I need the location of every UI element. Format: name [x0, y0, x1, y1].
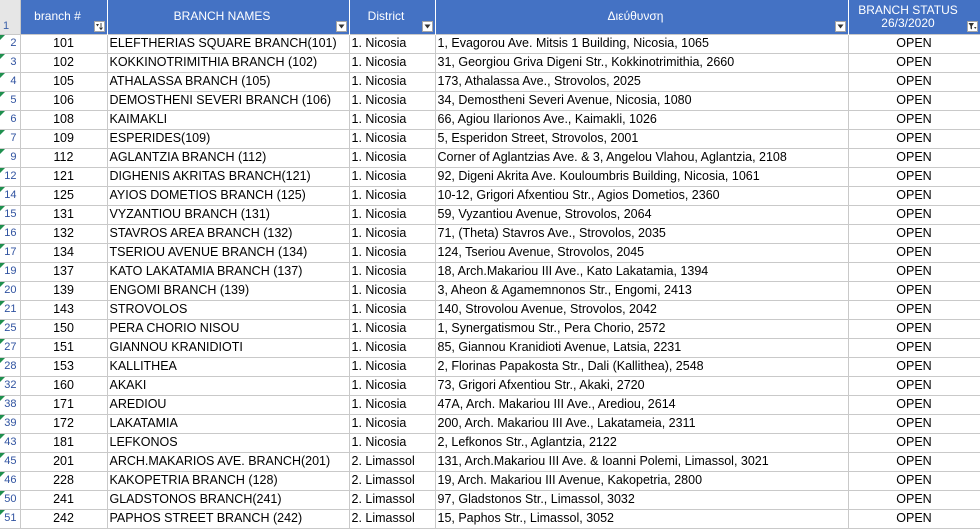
cell-district[interactable]: 2. Limassol [349, 490, 435, 509]
row-number-label: 21 [4, 303, 17, 315]
row-number[interactable] [0, 452, 20, 471]
cell-district[interactable]: 1. Nicosia [349, 53, 435, 72]
cell-status[interactable]: OPEN [848, 452, 980, 471]
cell-status[interactable]: OPEN [848, 53, 980, 72]
table-row [0, 167, 980, 186]
cell-branch-name[interactable]: DIGHENIS AKRITAS BRANCH(121) [107, 167, 349, 186]
table-row [0, 414, 980, 433]
cell-district[interactable]: 1. Nicosia [349, 395, 435, 414]
cell-address[interactable]: 140, Strovolou Avenue, Strovolos, 2042 [435, 300, 848, 319]
cell-address[interactable]: 10-12, Grigori Afxentiou Str., Agios Dometios, 2360 [435, 186, 848, 205]
row-number-label: 20 [4, 284, 17, 296]
cell-branch-name[interactable]: ARCH.MAKARIOS AVE. BRANCH(201) [107, 452, 349, 471]
cell-district[interactable]: 1. Nicosia [349, 243, 435, 262]
cell-address[interactable]: 19, Arch. Makariou III Avenue, Kakopetria, 2800 [435, 471, 848, 490]
cell-status[interactable]: OPEN [848, 205, 980, 224]
cell-address[interactable]: 66, Agiou Ilarionos Ave., Kaimakli, 1026 [435, 110, 848, 129]
cell-status[interactable]: OPEN [848, 395, 980, 414]
cell-branch-number[interactable]: 139 [20, 281, 107, 300]
row-number[interactable] [0, 414, 20, 433]
row-number-label: 39 [4, 417, 17, 429]
row-number[interactable] [0, 300, 20, 319]
table-row [0, 148, 980, 167]
cell-branch-number[interactable]: 228 [20, 471, 107, 490]
cell-branch-number[interactable]: 132 [20, 224, 107, 243]
error-indicator-icon [0, 111, 5, 116]
cell-branch-number[interactable]: 150 [20, 319, 107, 338]
table-row [0, 395, 980, 414]
row-number[interactable] [0, 205, 20, 224]
cell-branch-number[interactable]: 172 [20, 414, 107, 433]
table-row [0, 452, 980, 471]
table-row [0, 376, 980, 395]
row-number-label: 3 [10, 56, 17, 68]
cell-branch-name[interactable]: STROVOLOS [107, 300, 349, 319]
cell-branch-name[interactable]: AGLANTZIA BRANCH (112) [107, 148, 349, 167]
cell-address[interactable]: 18, Arch.Makariou III Ave., Kato Lakatamia, 1394 [435, 262, 848, 281]
table-row [0, 471, 980, 490]
cell-district[interactable]: 1. Nicosia [349, 300, 435, 319]
cell-branch-number[interactable]: 137 [20, 262, 107, 281]
row-number[interactable] [0, 376, 20, 395]
table-row [0, 281, 980, 300]
column-header-label: BRANCH STATUS [858, 2, 958, 17]
cell-branch-name[interactable]: AYIOS DOMETIOS BRANCH (125) [107, 186, 349, 205]
row-number[interactable] [0, 72, 20, 91]
cell-address[interactable]: 97, Gladstonos Str., Limassol, 3032 [435, 490, 848, 509]
row-number-label: 6 [10, 113, 17, 125]
cell-status[interactable]: OPEN [848, 186, 980, 205]
row-number[interactable] [0, 490, 20, 509]
table-row [0, 319, 980, 338]
error-indicator-icon [0, 92, 5, 97]
cell-district[interactable]: 1. Nicosia [349, 319, 435, 338]
dropdown-arrow-icon[interactable] [336, 21, 347, 32]
error-indicator-icon [0, 377, 5, 382]
table-row [0, 357, 980, 376]
cell-status[interactable]: OPEN [848, 34, 980, 53]
row-number-label: 25 [4, 322, 17, 334]
error-indicator-icon [0, 453, 5, 458]
row-number-label: 16 [4, 227, 17, 239]
table-row [0, 243, 980, 262]
row-number[interactable] [0, 433, 20, 452]
row-number-label: 12 [4, 170, 17, 182]
cell-branch-name[interactable]: ATHALASSA BRANCH (105) [107, 72, 349, 91]
cell-status[interactable]: OPEN [848, 243, 980, 262]
cell-address[interactable]: 2, Florinas Papakosta Str., Dali (Kallithea), 2548 [435, 357, 848, 376]
cell-district[interactable]: 1. Nicosia [349, 148, 435, 167]
cell-district[interactable]: 1. Nicosia [349, 262, 435, 281]
dropdown-arrow-icon[interactable] [835, 21, 846, 32]
row-number[interactable] [0, 357, 20, 376]
cell-district[interactable]: 1. Nicosia [349, 110, 435, 129]
cell-branch-name[interactable]: ESPERIDES(109) [107, 129, 349, 148]
column-header-label: BRANCH NAMES [173, 9, 271, 24]
row-number-label: 43 [4, 436, 17, 448]
cell-branch-name[interactable]: KALLITHEA [107, 357, 349, 376]
row-number[interactable] [0, 471, 20, 490]
row-number[interactable] [0, 167, 20, 186]
cell-branch-name[interactable]: AREDIOU [107, 395, 349, 414]
cell-address[interactable]: 1, Synergatismou Str., Pera Chorio, 2572 [435, 319, 848, 338]
row-number-label: 51 [4, 512, 17, 524]
cell-branch-number[interactable]: 109 [20, 129, 107, 148]
row-number-label: 9 [10, 151, 17, 163]
cell-address[interactable]: 59, Vyzantiou Avenue, Strovolos, 2064 [435, 205, 848, 224]
cell-status[interactable]: OPEN [848, 167, 980, 186]
error-indicator-icon [0, 434, 5, 439]
column-header-label: Διεύθυνση [607, 9, 664, 24]
cell-branch-number[interactable]: 143 [20, 300, 107, 319]
column-header-address [435, 0, 848, 34]
cell-branch-number[interactable]: 108 [20, 110, 107, 129]
cell-district[interactable]: 1. Nicosia [349, 433, 435, 452]
table-row [0, 224, 980, 243]
cell-address[interactable]: 173, Athalassa Ave., Strovolos, 2025 [435, 72, 848, 91]
cell-branch-name[interactable]: VYZANTIOU BRANCH (131) [107, 205, 349, 224]
table-row [0, 509, 980, 528]
cell-status[interactable]: OPEN [848, 281, 980, 300]
column-header-branch-number [20, 0, 107, 34]
error-indicator-icon [0, 339, 5, 344]
cell-branch-number[interactable]: 101 [20, 34, 107, 53]
cell-district[interactable]: 1. Nicosia [349, 205, 435, 224]
row-number-label: 14 [4, 189, 17, 201]
column-header-branch-names [107, 0, 349, 34]
error-indicator-icon [0, 320, 5, 325]
funnel-filter-icon[interactable] [967, 21, 978, 32]
cell-branch-number[interactable]: 121 [20, 167, 107, 186]
cell-district[interactable]: 1. Nicosia [349, 91, 435, 110]
row-number-label: 50 [4, 493, 17, 505]
cell-branch-number[interactable]: 181 [20, 433, 107, 452]
cell-branch-number[interactable]: 241 [20, 490, 107, 509]
cell-status[interactable]: OPEN [848, 490, 980, 509]
row-number-label: 28 [4, 360, 17, 372]
table-row [0, 262, 980, 281]
error-indicator-icon [0, 244, 5, 249]
cell-address[interactable]: Corner of Aglantzias Ave. & 3, Angelou Vlahou, Aglantzia, 2108 [435, 148, 848, 167]
error-indicator-icon [0, 206, 5, 211]
cell-status[interactable]: OPEN [848, 148, 980, 167]
row-number-label: 27 [4, 341, 17, 353]
row-number[interactable] [0, 91, 20, 110]
table-row [0, 186, 980, 205]
header-row [0, 0, 980, 34]
cell-branch-number[interactable]: 153 [20, 357, 107, 376]
row-number[interactable] [0, 129, 20, 148]
table-row [0, 205, 980, 224]
cell-address[interactable]: 2, Lefkonos Str., Aglantzia, 2122 [435, 433, 848, 452]
cell-branch-number[interactable]: 106 [20, 91, 107, 110]
cell-status[interactable]: OPEN [848, 110, 980, 129]
cell-address[interactable]: 131, Arch.Makariou III Ave. & Ioanni Polemi, Limassol, 3021 [435, 452, 848, 471]
cell-district[interactable]: 1. Nicosia [349, 224, 435, 243]
cell-status[interactable]: OPEN [848, 91, 980, 110]
error-indicator-icon [0, 54, 5, 59]
cell-branch-number[interactable]: 112 [20, 148, 107, 167]
cell-status[interactable]: OPEN [848, 319, 980, 338]
error-indicator-icon [0, 168, 5, 173]
cell-branch-name[interactable]: STAVROS AREA BRANCH (132) [107, 224, 349, 243]
cell-branch-name[interactable]: DEMOSTHENI SEVERI BRANCH (106) [107, 91, 349, 110]
cell-address[interactable]: 3, Aheon & Agamemnonos Str., Engomi, 2413 [435, 281, 848, 300]
table-row [0, 300, 980, 319]
error-indicator-icon [0, 358, 5, 363]
row-number[interactable] [0, 34, 20, 53]
row-number[interactable] [0, 281, 20, 300]
cell-district[interactable]: 1. Nicosia [349, 376, 435, 395]
row-number-label: 4 [10, 75, 17, 87]
cell-branch-name[interactable]: ELEFTHERIAS SQUARE BRANCH(101) [107, 34, 349, 53]
cell-branch-name[interactable]: AKAKI [107, 376, 349, 395]
cell-district[interactable]: 1. Nicosia [349, 281, 435, 300]
row-number[interactable] [0, 243, 20, 262]
cell-status[interactable]: OPEN [848, 72, 980, 91]
cell-branch-name[interactable]: KATO LAKATAMIA BRANCH (137) [107, 262, 349, 281]
cell-district[interactable]: 1. Nicosia [349, 357, 435, 376]
cell-district[interactable]: 1. Nicosia [349, 167, 435, 186]
cell-branch-number[interactable]: 242 [20, 509, 107, 528]
cell-branch-name[interactable]: ENGOMI BRANCH (139) [107, 281, 349, 300]
table-row [0, 34, 980, 53]
cell-status[interactable]: OPEN [848, 471, 980, 490]
cell-branch-number[interactable]: 105 [20, 72, 107, 91]
error-indicator-icon [0, 415, 5, 420]
cell-district[interactable]: 2. Limassol [349, 509, 435, 528]
cell-address[interactable]: 5, Esperidon Street, Strovolos, 2001 [435, 129, 848, 148]
table-row [0, 129, 980, 148]
dropdown-arrow-icon[interactable] [422, 21, 433, 32]
cell-branch-name[interactable]: GIANNOU KRANIDIOTI [107, 338, 349, 357]
row-number[interactable] [0, 53, 20, 72]
cell-branch-name[interactable]: KAKOPETRIA BRANCH (128) [107, 471, 349, 490]
cell-district[interactable]: 1. Nicosia [349, 72, 435, 91]
error-indicator-icon [0, 491, 5, 496]
cell-branch-name[interactable]: KAIMAKLI [107, 110, 349, 129]
error-indicator-icon [0, 510, 5, 515]
table-row [0, 72, 980, 91]
error-indicator-icon [0, 225, 5, 230]
cell-address[interactable]: 73, Grigori Afxentiou Str., Akaki, 2720 [435, 376, 848, 395]
cell-status[interactable]: OPEN [848, 376, 980, 395]
row-number[interactable] [0, 110, 20, 129]
cell-branch-number[interactable]: 151 [20, 338, 107, 357]
cell-branch-name[interactable]: LAKATAMIA [107, 414, 349, 433]
row-number-label: 45 [4, 455, 17, 467]
cell-branch-number[interactable]: 125 [20, 186, 107, 205]
cell-district[interactable]: 2. Limassol [349, 471, 435, 490]
table-row [0, 433, 980, 452]
error-indicator-icon [0, 149, 5, 154]
cell-branch-number[interactable]: 134 [20, 243, 107, 262]
cell-district[interactable]: 2. Limassol [349, 452, 435, 471]
row-number-label: 38 [4, 398, 17, 410]
row-number[interactable] [0, 262, 20, 281]
table-row [0, 91, 980, 110]
row-number[interactable] [0, 395, 20, 414]
table-body [0, 34, 980, 528]
row-number[interactable] [0, 338, 20, 357]
cell-branch-number[interactable]: 102 [20, 53, 107, 72]
error-indicator-icon [0, 35, 5, 40]
column-header-district [349, 0, 435, 34]
cell-address[interactable]: 47A, Arch. Makariou III Ave., Arediou, 2614 [435, 395, 848, 414]
error-indicator-icon [0, 472, 5, 477]
cell-district[interactable]: 1. Nicosia [349, 34, 435, 53]
error-indicator-icon [0, 130, 5, 135]
table-row [0, 338, 980, 357]
cell-address[interactable]: 85, Giannou Kranidioti Avenue, Latsia, 2231 [435, 338, 848, 357]
cell-status[interactable]: OPEN [848, 509, 980, 528]
cell-branch-number[interactable]: 160 [20, 376, 107, 395]
cell-status[interactable]: OPEN [848, 338, 980, 357]
row-number[interactable] [0, 186, 20, 205]
table-row [0, 490, 980, 509]
cell-district[interactable]: 1. Nicosia [349, 414, 435, 433]
cell-branch-number[interactable]: 171 [20, 395, 107, 414]
cell-address[interactable]: 1, Evagorou Ave. Mitsis 1 Building, Nicosia, 1065 [435, 34, 848, 53]
cell-district[interactable]: 1. Nicosia [349, 129, 435, 148]
cell-status[interactable]: OPEN [848, 262, 980, 281]
row-number-label: 46 [4, 474, 17, 486]
column-header-date: 26/3/2020 [881, 15, 935, 30]
error-indicator-icon [0, 263, 5, 268]
row-number-label: 32 [4, 379, 17, 391]
row-number-label: 19 [4, 265, 17, 277]
error-indicator-icon [0, 301, 5, 306]
error-indicator-icon [0, 187, 5, 192]
column-header-label: District [367, 9, 405, 24]
cell-district[interactable]: 1. Nicosia [349, 186, 435, 205]
row-number[interactable] [0, 319, 20, 338]
cell-branch-name[interactable]: GLADSTONOS BRANCH(241) [107, 490, 349, 509]
row-number[interactable] [0, 509, 20, 528]
cell-address[interactable]: 15, Paphos Str., Limassol, 3052 [435, 509, 848, 528]
column-header-label: branch # [34, 9, 81, 24]
cell-status[interactable]: OPEN [848, 433, 980, 452]
row-number-label: 7 [10, 132, 17, 144]
row-number-label: 2 [10, 37, 17, 49]
error-indicator-icon [0, 396, 5, 401]
row-number[interactable] [0, 224, 20, 243]
cell-address[interactable]: 200, Arch. Makariou III Ave., Lakatameia, 2311 [435, 414, 848, 433]
error-indicator-icon [0, 73, 5, 78]
sort-filter-icon[interactable] [94, 21, 105, 32]
cell-address[interactable]: 92, Digeni Akrita Ave. Kouloumbris Building, Nicosia, 1061 [435, 167, 848, 186]
row-number-label: 5 [10, 94, 17, 106]
cell-status[interactable]: OPEN [848, 300, 980, 319]
cell-branch-name[interactable]: KOKKINOTRIMITHIA BRANCH (102) [107, 53, 349, 72]
column-header-branch-status [848, 0, 980, 34]
cell-branch-name[interactable]: TSERIOU AVENUE BRANCH (134) [107, 243, 349, 262]
error-indicator-icon [0, 282, 5, 287]
row-number-label: 15 [4, 208, 17, 220]
cell-status[interactable]: OPEN [848, 224, 980, 243]
cell-address[interactable]: 31, Georgiou Griva Digeni Str., Kokkinotrimithia, 2660 [435, 53, 848, 72]
cell-address[interactable]: 124, Tseriou Avenue, Strovolos, 2045 [435, 243, 848, 262]
cell-address[interactable]: 34, Demostheni Severi Avenue, Nicosia, 1080 [435, 91, 848, 110]
table-row [0, 53, 980, 72]
cell-status[interactable]: OPEN [848, 129, 980, 148]
table-row [0, 110, 980, 129]
cell-branch-number[interactable]: 201 [20, 452, 107, 471]
cell-branch-name[interactable]: PERA CHORIO NISOU [107, 319, 349, 338]
row-number-label: 17 [4, 246, 17, 258]
cell-branch-name[interactable]: LEFKONOS [107, 433, 349, 452]
row-number-header[interactable]: 1 [0, 0, 20, 34]
cell-branch-number[interactable]: 131 [20, 205, 107, 224]
cell-district[interactable]: 1. Nicosia [349, 338, 435, 357]
cell-status[interactable]: OPEN [848, 414, 980, 433]
row-number[interactable] [0, 148, 20, 167]
cell-branch-name[interactable]: PAPHOS STREET BRANCH (242) [107, 509, 349, 528]
cell-address[interactable]: 71, (Theta) Stavros Ave., Strovolos, 2035 [435, 224, 848, 243]
cell-status[interactable]: OPEN [848, 357, 980, 376]
